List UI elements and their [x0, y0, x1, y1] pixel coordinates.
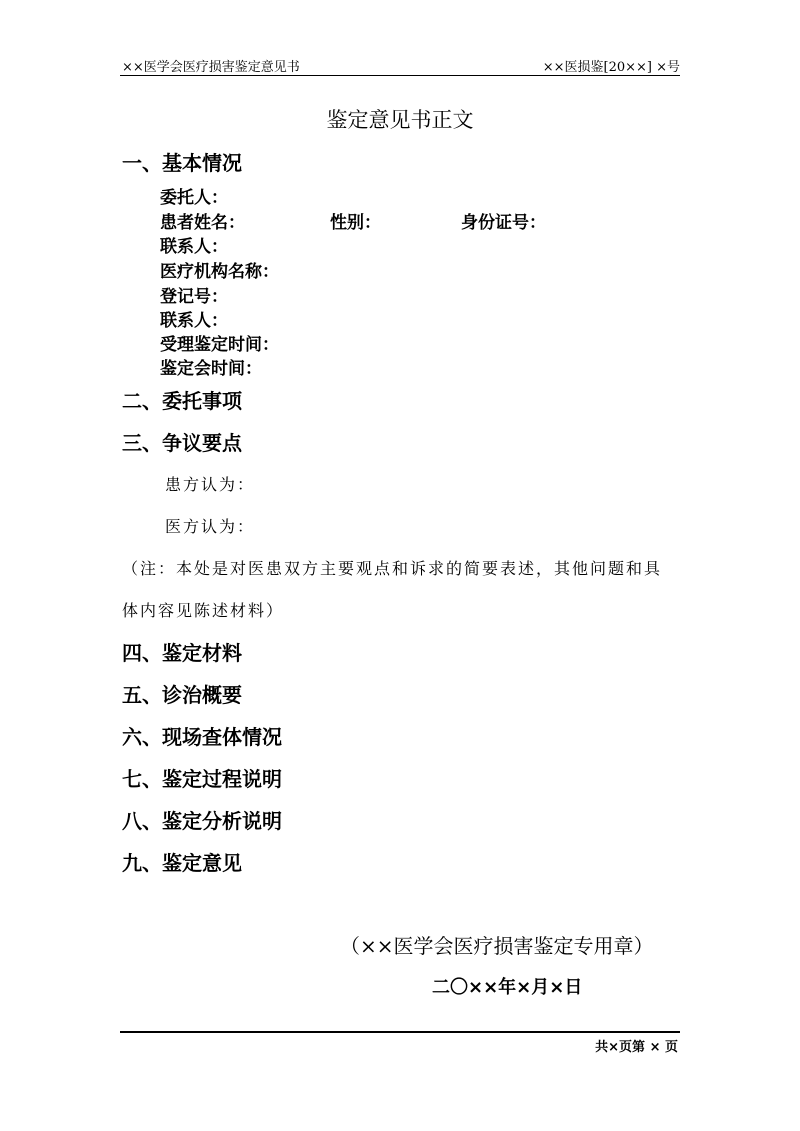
- field-registration: 登记号：: [160, 287, 228, 307]
- section-treatment-summary-heading: 五、诊治概要: [122, 683, 242, 707]
- section-entrusted-matters-heading: 二、委托事项: [122, 389, 242, 413]
- signature-date: 二〇××年×月×日: [432, 977, 583, 998]
- footer-divider: [120, 1031, 680, 1033]
- dispute-note-line-2: 体内容见陈述材料）: [122, 601, 285, 620]
- field-patient-name: 患者姓名：: [160, 213, 245, 233]
- field-client: 委托人：: [160, 188, 228, 208]
- document-title: 鉴定意见书正文: [326, 108, 474, 132]
- dispute-patient-view: 患方认为：: [165, 475, 256, 494]
- section-basic-info-heading: 一、基本情况: [122, 151, 242, 175]
- header-document-number: ××医损鉴[20××] ×号: [542, 60, 680, 75]
- section-analysis-heading: 八、鉴定分析说明: [122, 809, 282, 833]
- field-accept-time: 受理鉴定时间：: [160, 335, 279, 355]
- seal-line: （××医学会医疗损害鉴定专用章）: [340, 934, 654, 958]
- section-physical-exam-heading: 六、现场查体情况: [122, 725, 282, 749]
- field-id-number: 身份证号：: [461, 213, 546, 233]
- header-left-title: ××医学会医疗损害鉴定意见书: [122, 60, 300, 75]
- section-process-heading: 七、鉴定过程说明: [122, 767, 282, 791]
- field-contact-1: 联系人：: [160, 237, 228, 257]
- dispute-hospital-view: 医方认为：: [165, 517, 256, 536]
- footer-page-count: 共×页第 × 页: [595, 1040, 678, 1055]
- field-contact-2: 联系人：: [160, 311, 228, 331]
- dispute-note-line-1: （注：本处是对医患双方主要观点和诉求的简要表述，其他问题和具: [122, 559, 663, 578]
- section-dispute-points-heading: 三、争议要点: [122, 431, 242, 455]
- field-meeting-time: 鉴定会时间：: [160, 359, 262, 379]
- header-divider: [120, 75, 680, 76]
- section-materials-heading: 四、鉴定材料: [122, 641, 242, 665]
- field-gender: 性别：: [330, 213, 381, 233]
- section-opinion-heading: 九、鉴定意见: [122, 851, 242, 875]
- field-institution: 医疗机构名称：: [160, 262, 279, 282]
